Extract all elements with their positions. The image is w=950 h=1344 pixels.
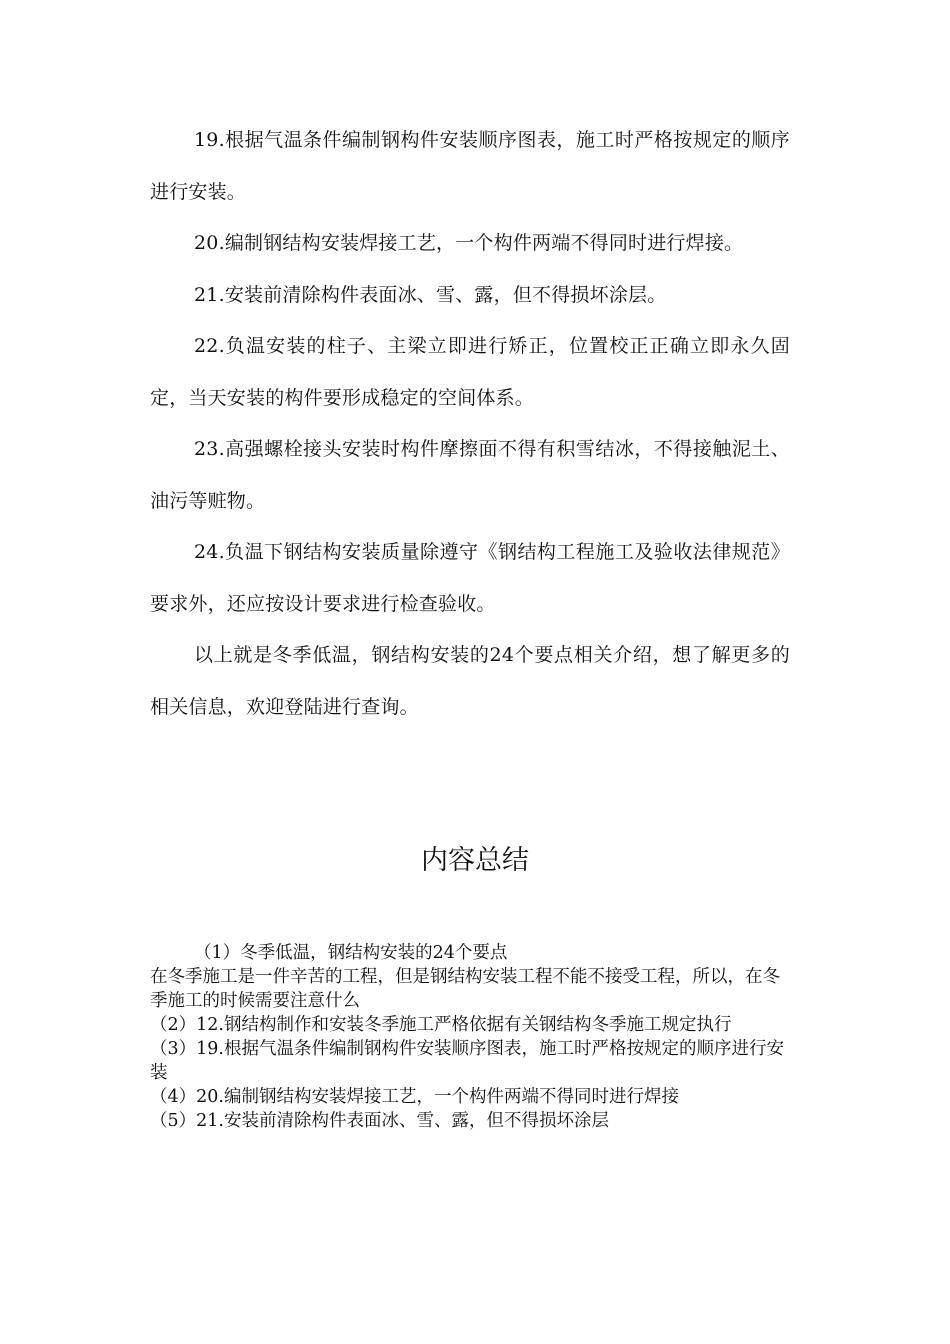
summary-item-5: （5）21.安装前清除构件表面冰、雪、露，但不得损坏涂层 xyxy=(150,1111,609,1131)
summary-item-4: （4）20.编制钢结构安装焊接工艺，一个构件两端不得同时进行焊接 xyxy=(150,1087,679,1107)
paragraph-23: 23.高强螺栓接头安装时构件摩擦面不得有积雪结冰，不得接触泥土、油污等赃物。 xyxy=(150,438,790,512)
summary-section xyxy=(150,941,795,1133)
paragraph-21: 21.安装前清除构件表面冰、雪、露，但不得损坏涂层。 xyxy=(194,283,667,306)
paragraph-19: 19.根据气温条件编制钢构件安装顺序图表，施工时严格按规定的顺序进行安装。 xyxy=(150,129,790,203)
summary-item-1-description: 在冬季施工是一件辛苦的工程，但是钢结构安装工程不能不接受工程，所以，在冬季施工的时候需要注意什么 xyxy=(150,967,780,1011)
paragraph-24: 24.负温下钢结构安装质量除遵守《钢结构工程施工及验收法律规范》要求外，还应按设计要求进行检查验收。 xyxy=(150,541,790,615)
paragraph-22: 22.负温安装的柱子、主梁立即进行矫正，位置校正正确立即永久固定，当天安装的构件要形成稳定的空间体系。 xyxy=(150,335,790,409)
summary-item-1: （1）冬季低温，钢结构安装的24个要点 xyxy=(194,943,508,963)
paragraph-20: 20.编制钢结构安装焊接工艺，一个构件两端不得同时进行焊接。 xyxy=(194,232,744,254)
summary-item-2: （2）12.钢结构制作和安装冬季施工严格依据有关钢结构冬季施工规定执行 xyxy=(150,1015,732,1035)
body-text xyxy=(150,115,790,733)
summary-item-3: （3）19.根据气温条件编制钢构件安装顺序图表，施工时严格按规定的顺序进行安装 xyxy=(150,1039,784,1083)
summary-title: 内容总结 xyxy=(421,845,529,876)
paragraph-conclusion: 以上就是冬季低温，钢结构安装的24个要点相关介绍，想了解更多的相关信息，欢迎登陆进行查询。 xyxy=(150,644,790,718)
